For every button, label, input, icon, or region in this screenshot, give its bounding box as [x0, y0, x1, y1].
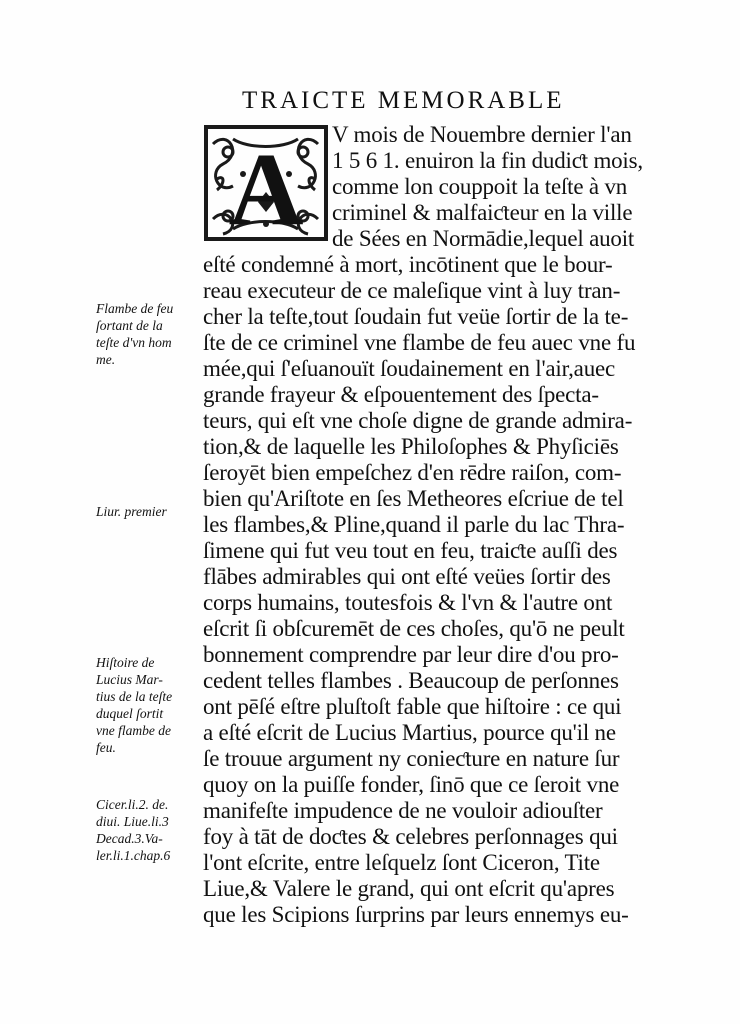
text-line: foy à tāt de doƈtes & celebres perſonnages qui: [203, 824, 618, 849]
text-line: Liue,& Valere le grand, qui ont eſcrit qu'apres: [203, 876, 615, 901]
text-line: flābes admirables qui ont eſté veües ſortir des: [203, 564, 611, 589]
text-line: reau executeur de ce maleſique vint à luy tran-: [203, 278, 621, 303]
text-line: a eſté eſcrit de Lucius Martius, pource qu'il ne: [203, 720, 616, 745]
text-line: que les Scipions ſurprins par leurs ennemys eu-: [203, 902, 629, 927]
text-line: ſimene qui fut veu tout en feu, traiƈte auſſi des: [203, 538, 618, 563]
margin-note: Hiſtoire de Lucius Mar- tius de la teſte duquel ſortit vne flambe de feu.: [96, 655, 173, 755]
margin-note: Flambe de feu ſortant de la teſte d'vn hom me.: [96, 301, 174, 367]
text-line: criminel & malfaiƈteur en la ville: [332, 200, 633, 225]
margin-note: Liur. premier: [96, 504, 167, 519]
initial-letter: A: [228, 132, 304, 242]
text-line: cher la teſte,tout ſoudain fut veüe ſortir de la te-: [203, 304, 629, 329]
text-line: cedent telles flambes . Beaucoup de perſonnes: [203, 668, 619, 693]
margin-note: Cicer.li.2. de. diui. Liue.li.3 Decad.3.Va- ler.li.1.chap.6: [96, 797, 171, 863]
text-line: eſcrit ſi obſcuremēt de ces choſes, qu'ō ne peult: [203, 616, 625, 641]
text-line: de Sées en Normādie,lequel auoit: [332, 226, 635, 251]
running-head: TRAICTE MEMORABLE: [242, 87, 565, 114]
text-line: corps humains, toutesfois & l'vn & l'autre ont: [203, 590, 613, 615]
text-line: bonnement comprendre par leur dire d'ou pro-: [203, 642, 619, 667]
text-line: tion,& de laquelle les Philoſophes & Phyſiciēs: [203, 434, 619, 459]
text-line: 1 5 6 1. enuiron la fin dudiƈt mois,: [332, 148, 643, 173]
text-line: grande frayeur & eſpouentement des ſpecta-: [203, 382, 599, 407]
text-line: manifeſte impudence de ne vouloir adiouſter: [203, 798, 603, 823]
text-line: les flambes,& Pline,quand il parle du lac Thra-: [203, 512, 625, 537]
text-line: eſté condemné à mort, incōtinent que le bour-: [203, 252, 613, 277]
text-line: comme lon couppoit la teſte à vn: [332, 174, 628, 199]
text-line: l'ont eſcrite, entre leſquelz ſont Ciceron, Tite: [203, 850, 600, 875]
text-line: ſe trouue argument ny conieƈture en nature ſur: [203, 746, 620, 771]
text-line: ſeroyēt bien empeſchez d'en rēdre raiſon, com-: [203, 460, 622, 485]
text-line: teurs, qui eſt vne choſe digne de grande admira-: [203, 408, 633, 433]
text-line: quoy on la puiſſe fonder, ſinō que ce ſeroit vne: [203, 772, 620, 797]
text-line: V mois de Nouembre dernier l'an: [332, 122, 632, 147]
text-line: mée,qui ſ'eſuanouït ſoudainement en l'air,auec: [203, 356, 616, 381]
text-line: ont pēſé eſtre pluſtoſt fable que hiſtoire : ce qui: [203, 694, 622, 719]
text-line: bien qu'Ariſtote en ſes Metheores eſcriue de tel: [203, 486, 624, 511]
text-line: ſte de ce criminel vne flambe de feu auec vne fu: [203, 330, 636, 355]
